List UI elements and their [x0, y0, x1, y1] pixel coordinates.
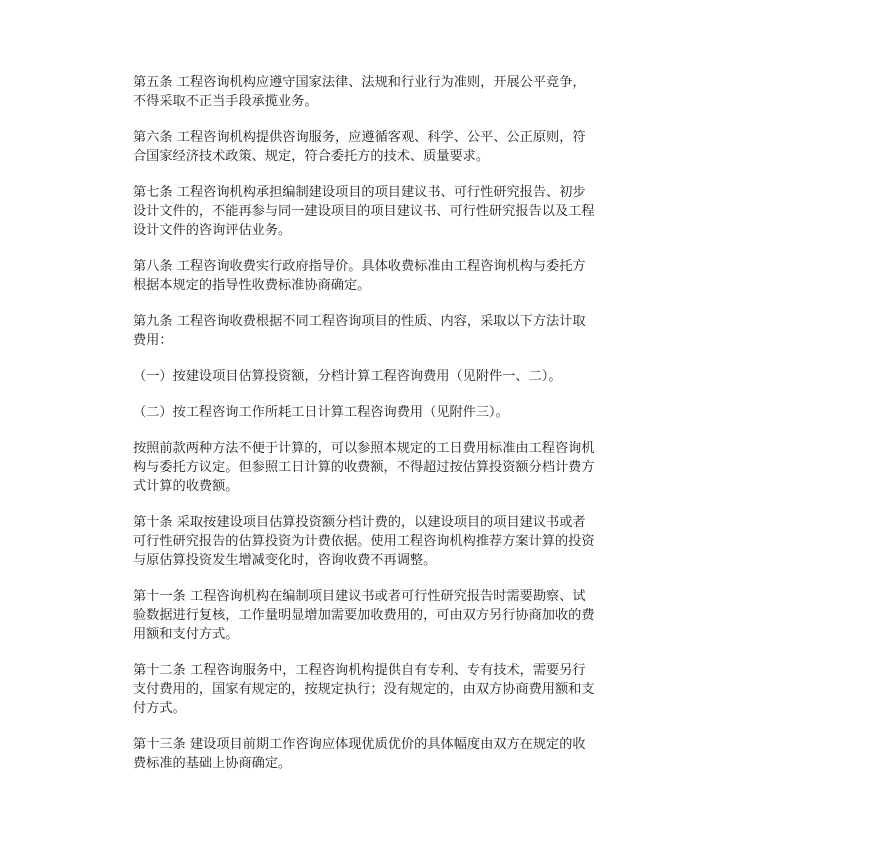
article-9-note — [133, 439, 743, 496]
text-line: 式计算的收费额。 — [133, 479, 239, 494]
article-9 — [133, 312, 743, 350]
document-body — [133, 73, 743, 790]
text-line: 可行性研究报告的估算投资为计费依据。使用工程咨询机构推荐方案计算的投资 — [133, 534, 595, 549]
text-line: 设计文件的，不能再参与同一建设项目的项目建议书、可行性研究报告以及工程 — [133, 204, 595, 219]
article-5 — [133, 73, 743, 111]
text-line: 第十一条 工程咨询机构在编制项目建议书或者可行性研究报告时需要勘察、试 — [133, 589, 586, 604]
text-line: 合国家经济技术政策、规定，符合委托方的技术、质量要求。 — [133, 149, 490, 164]
text-line: 用额和支付方式。 — [133, 627, 239, 642]
text-line: 不得采取不正当手段承揽业务。 — [133, 94, 318, 109]
text-line: 第十条 采取按建设项目估算投资额分档计费的，以建设项目的项目建议书或者 — [133, 515, 586, 530]
article-8 — [133, 257, 743, 295]
text-line: 付方式。 — [133, 701, 186, 716]
article-13 — [133, 735, 743, 773]
text-line: 第十三条 建设项目前期工作咨询应体现优质优价的具体幅度由双方在规定的收 — [133, 737, 586, 752]
text-line: （二）按工程咨询工作所耗工日计算工程咨询费用（见附件三）。 — [133, 405, 509, 420]
text-line: 根据本规定的指导性收费标准协商确定。 — [133, 278, 371, 293]
article-10 — [133, 513, 743, 570]
text-line: 费标准的基础上协商确定。 — [133, 756, 292, 771]
article-11 — [133, 587, 743, 644]
text-line: 第八条 工程咨询收费实行政府指导价。具体收费标准由工程咨询机构与委托方 — [133, 259, 586, 274]
text-line: 按照前款两种方法不便于计算的，可以参照本规定的工日费用标准由工程咨询机 — [133, 441, 595, 456]
text-line: 第五条 工程咨询机构应遵守国家法律、法规和行业行为准则，开展公平竞争， — [133, 75, 586, 90]
article-6 — [133, 128, 743, 166]
text-line: 验数据进行复核，工作量明显增加需要加收费用的，可由双方另行协商加收的费 — [133, 608, 595, 623]
text-line: 费用： — [133, 333, 173, 348]
text-line: 设计文件的咨询评估业务。 — [133, 223, 292, 238]
text-line: （一）按建设项目估算投资额，分档计算工程咨询费用（见附件一、二）。 — [133, 369, 562, 384]
text-line: 支付费用的，国家有规定的，按规定执行；没有规定的，由双方协商费用额和支 — [133, 682, 595, 697]
text-line: 第九条 工程咨询收费根据不同工程咨询项目的性质、内容，采取以下方法计取 — [133, 314, 586, 329]
article-12 — [133, 661, 743, 718]
article-9-item-1 — [133, 367, 743, 386]
text-line: 第六条 工程咨询机构提供咨询服务，应遵循客观、科学、公平、公正原则，符 — [133, 130, 586, 145]
article-9-item-2 — [133, 403, 743, 422]
text-line: 构与委托方议定。但参照工日计算的收费额，不得超过按估算投资额分档计费方 — [133, 460, 595, 475]
text-line: 第七条 工程咨询机构承担编制建设项目的项目建议书、可行性研究报告、初步 — [133, 185, 586, 200]
text-line: 第十二条 工程咨询服务中，工程咨询机构提供自有专利、专有技术，需要另行 — [133, 663, 586, 678]
text-line: 与原估算投资发生增减变化时，咨询收费不再调整。 — [133, 553, 437, 568]
article-7 — [133, 183, 743, 240]
